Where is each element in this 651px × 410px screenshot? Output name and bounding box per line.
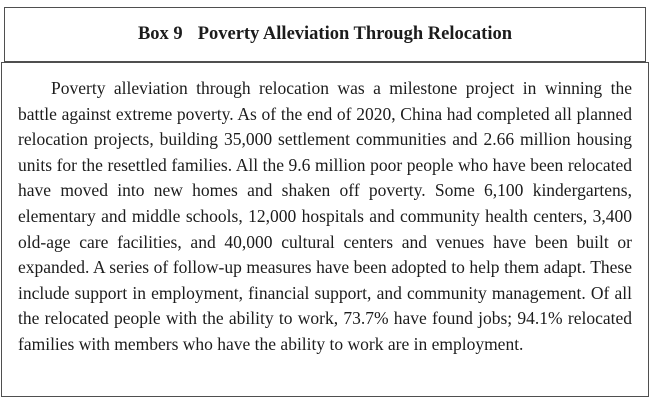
- box-body-paragraph: Poverty alleviation through relocation was a milestone project in winning the battle against extreme poverty. As of the end of 2020, China had completed all planned relocation projects, building 35,000 settlement communities and 2.66 million housing units for the resettled families. All the 9.6 million poor people who have been relocated have moved into new homes and shaken off poverty. Some 6,100 kindergartens, elementary and middle schools, 12,000 hospitals and community health centers, 3,400 old-age care facilities, and 40,000 cultural centers and venues have been built or expanded. A series of follow-up measures have been adopted to help them adapt. These include support in employment, financial support, and community management. Of all the relocated people with the ability to work, 73.7% have found jobs; 94.1% relocated families with members who have the ability to work are in employment.: [18, 78, 632, 354]
- box-body: [1, 62, 649, 397]
- box-label: Box 9: [137, 24, 183, 44]
- box-title: Poverty Alleviation Through Relocation: [197, 24, 513, 44]
- box-title-bar: [4, 7, 646, 62]
